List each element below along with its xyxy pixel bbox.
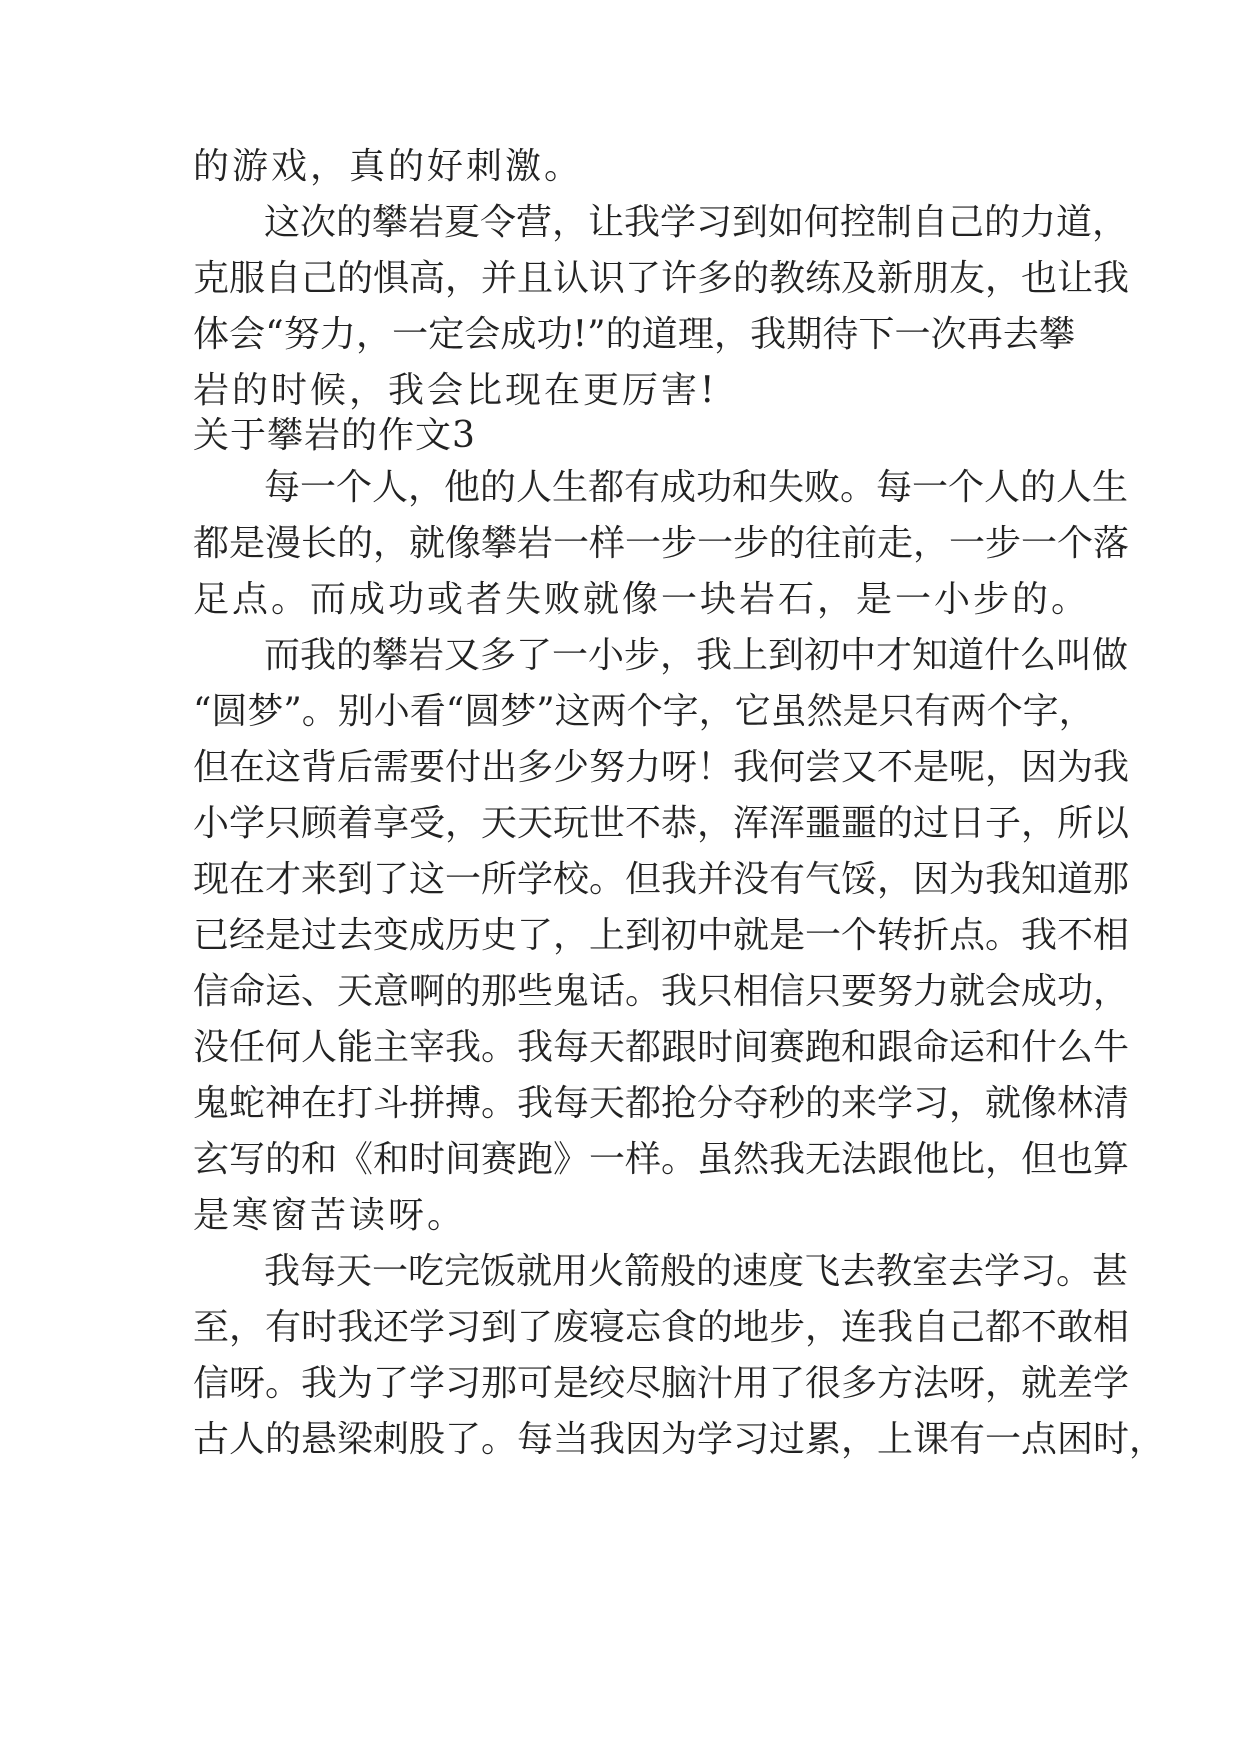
text-line: 没任何人能主宰我。我每天都跟时间赛跑和跟命运和什么牛 <box>193 1027 1130 1068</box>
text-line: “圆梦”。别小看“圆梦”这两个字，它虽然是只有两个字， <box>193 691 1095 732</box>
text-line: 是寒窗苦读呀。 <box>193 1195 467 1236</box>
text-line: 小学只顾着享受，天天玩世不恭，浑浑噩噩的过日子，所以 <box>193 803 1130 844</box>
text-line: 已经是过去变成历史了，上到初中就是一个转折点。我不相 <box>193 915 1130 956</box>
text-line: 的游戏，真的好刺激。 <box>193 146 584 187</box>
paragraph-start-line: 我每天一吃完饭就用火箭般的速度飞去教室去学习。甚 <box>264 1251 1129 1292</box>
text-line: 玄写的和《和时间赛跑》一样。虽然我无法跟他比，但也算 <box>193 1139 1130 1180</box>
text-line: 克服自己的惧高，并且认识了许多的教练及新朋友，也让我 <box>193 258 1130 299</box>
text-line: 古人的悬梁刺股了。每当我因为学习过累，上课有一点困时， <box>193 1419 1166 1460</box>
text-line: 鬼蛇神在打斗拼搏。我每天都抢分夺秒的来学习，就像林清 <box>193 1083 1130 1124</box>
paragraph-start-line: 这次的攀岩夏令营，让我学习到如何控制自己的力道， <box>264 202 1129 243</box>
text-line: 都是漫长的，就像攀岩一样一步一步的往前走，一步一个落 <box>193 523 1130 564</box>
text-line: 现在才来到了这一所学校。但我并没有气馁，因为我知道那 <box>193 859 1130 900</box>
text-line: 体会“努力，一定会成功!”的道理，我期待下一次再去攀 <box>193 314 1075 355</box>
paragraph-start-line: 每一个人，他的人生都有成功和失败。每一个人的人生 <box>264 467 1129 508</box>
text-line: 至，有时我还学习到了废寝忘食的地步，连我自己都不敢相 <box>193 1307 1130 1348</box>
section-heading: 关于攀岩的作文3 <box>193 415 476 456</box>
text-line: 信呀。我为了学习那可是绞尽脑汁用了很多方法呀，就差学 <box>193 1363 1130 1404</box>
text-line: 但在这背后需要付出多少努力呀！我何尝又不是呢，因为我 <box>193 747 1130 788</box>
text-line: 岩的时候，我会比现在更厉害! <box>193 370 718 411</box>
paragraph-start-line: 而我的攀岩又多了一小步，我上到初中才知道什么叫做 <box>264 635 1129 676</box>
text-line: 足点。而成功或者失败就像一块岩石，是一小步的。 <box>193 579 1091 620</box>
text-line: 信命运、天意啊的那些鬼话。我只相信只要努力就会成功， <box>193 971 1130 1012</box>
